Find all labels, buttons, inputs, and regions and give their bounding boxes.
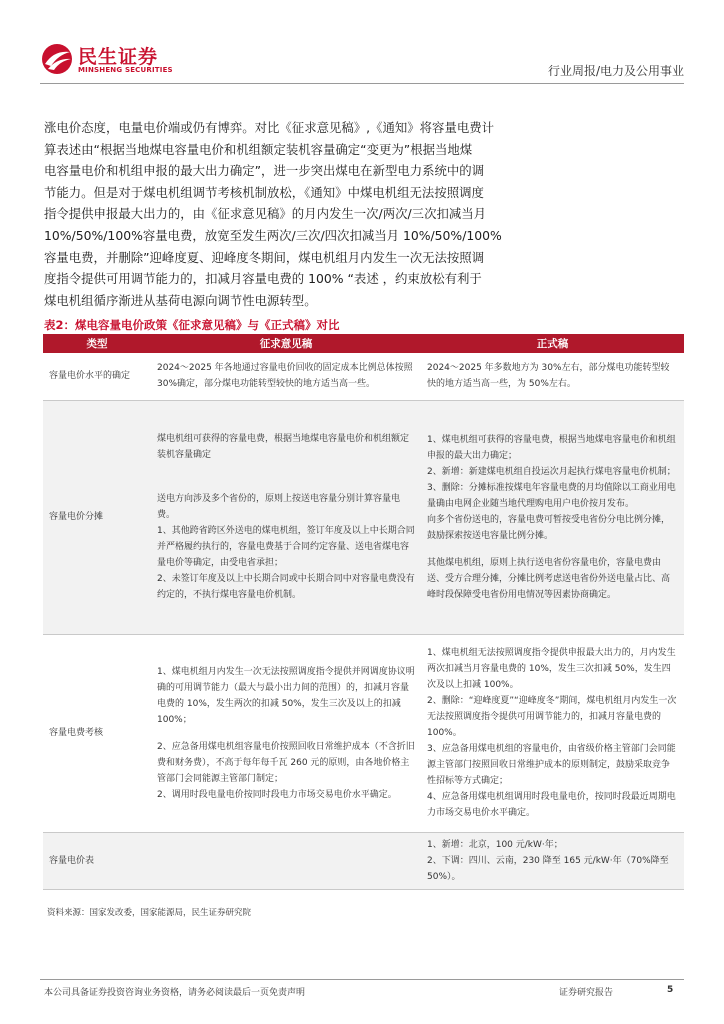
report-category: 行业周报/电力及公用事业 (547, 64, 684, 78)
row-type: 容量电价表 (43, 832, 151, 889)
final-cell (421, 634, 684, 832)
body-line: 指令提供申报最大出力的，由《征求意见稿》的月内发生一次/两次/三次扣减当月 (44, 206, 487, 222)
final-item: 4、应急备用煤电机组调用时段电量电价，按同时段最近周期电力市场交易电价水平确定。 (427, 792, 676, 818)
footer-divider (40, 979, 684, 980)
draft-item: 2、应急备用煤电机组容量电价按照回收日常维护成本（不含折旧费和财务费），不高于每年每千瓦 260 元的原则，由各地价格主管部门会同能源主管部门制定； (157, 741, 415, 784)
final-item: 3、删除：分摊标准按煤电年容量电费的月均值除以工商业用电量确由电网企业随当地代理购电用户电价按月发布。 (427, 482, 676, 509)
table-row (43, 634, 684, 832)
draft-cell (151, 634, 421, 832)
body-paragraph (44, 117, 502, 311)
header-divider (40, 83, 684, 84)
final-item: 2、新增：新建煤电机组自投运次月起执行煤电容量电价机制； (427, 466, 676, 477)
body-line: 煤电机组循序渐进从基荷电源向调节性电源转型。 (44, 292, 317, 308)
body-line: 算表述由“根据当地煤电容量电价和机组额定装机容量确定“变更为”根据当地煤 (44, 141, 473, 157)
logo-chinese-name: 民生证券 (78, 46, 159, 68)
draft-item: 2024～2025 年各地通过容量电价回收的固定成本比例总体按照 30%确定，部分煤电功能转型较快的地方适当高一些。 (157, 363, 413, 390)
draft-item: 1、其他跨省跨区外送电的煤电机组，签订年度及以上中长期合同并严格履约执行的，容量电费基于合同约定容量、送电省煤电容量电价等确定，由受电省承担； (157, 526, 415, 568)
logo-english-name: MINSHENG SECURITIES (78, 66, 173, 74)
table-row (43, 353, 684, 400)
final-item: 2、下调：四川、云南，230 降至 165 元/kW·年（70%降至 50%）。 (427, 855, 669, 882)
footer-disclaimer: 本公司具备证券投资咨询业务资格，请务必阅读最后一页免责声明 (44, 988, 306, 998)
column-header-final: 正式稿 (421, 334, 684, 353)
policy-comparison-table (43, 334, 684, 890)
table-title: 表2：煤电容量电价政策《征求意见稿》与《正式稿》对比 (44, 318, 340, 332)
final-cell (421, 400, 684, 634)
page-number: 5 (667, 985, 674, 995)
draft-item: 2、调用时段电量电价按同时段电力市场交易电价水平确定。 (157, 789, 397, 800)
page-header (40, 40, 684, 84)
final-item: 向多个省份送电的，容量电费可暂按受电省份分电比例分摊，鼓励探索按送电容量比例分摊。 (427, 514, 671, 541)
draft-cell (151, 400, 421, 634)
body-line: 节能力。但是对于煤电机组调节考核机制放松，《通知》中煤电机组无法按照调度 (44, 184, 484, 200)
row-type: 容量电价分摊 (43, 400, 151, 634)
body-line: 电容量电价和机组申报的最大出力确定”，进一步突出煤电在新型电力系统中的调 (44, 163, 485, 179)
final-item: 1、煤电机组可获得的容量电费，根据当地煤电容量电价和机组申报的最大出力确定； (427, 434, 676, 461)
table-header-row (43, 334, 684, 353)
draft-cell (151, 832, 421, 889)
body-line: 容量电费，并删除”迎峰度夏、迎峰度冬期间，煤电机组月内发生一次无法按照调 (44, 249, 485, 265)
final-item: 3、应急备用煤电机组的容量电价，由省级价格主管部门会同能源主管部门按照回收日常维护成本的原则制定，鼓励采取竞争性招标等方式确定； (427, 744, 676, 786)
final-cell (421, 353, 684, 400)
footer-report-type: 证券研究报告 (559, 988, 614, 998)
table-source: 资料来源：国家发改委，国家能源局，民生证券研究院 (47, 908, 252, 918)
table-row (43, 400, 684, 634)
column-header-type: 类型 (43, 334, 151, 353)
final-item: 1、新增：北京，100 元/kW·年； (427, 839, 563, 850)
table-row (43, 832, 684, 889)
final-cell (421, 832, 684, 889)
final-item: 2、删除：“迎峰度夏”“迎峰度冬”期间，煤电机组月内发生一次无法按照调度指令提供可用调节能力的，扣减月容量电费的 100%。 (427, 696, 677, 738)
company-logo (40, 40, 190, 80)
draft-item: 2、未签订年度及以上中长期合同或中长期合同中对容量电费没有约定的，不执行煤电容量电价机制。 (157, 574, 415, 600)
draft-item: 煤电机组可获得的容量电费，根据当地煤电容量电价和机组额定装机容量确定 (157, 434, 410, 460)
minsheng-logo-icon (40, 42, 74, 76)
draft-cell (151, 353, 421, 400)
column-header-draft: 征求意见稿 (151, 334, 421, 353)
row-type: 容量电费考核 (43, 634, 151, 832)
draft-item: 送电方向涉及多个省份的，原则上按送电容量分别计算容量电费。 (157, 494, 401, 520)
draft-item: 1、煤电机组月内发生一次无法按照调度指令提供并网调度协议明确的可用调节能力（最大与最小出力间的范围）的，扣减月容量电费的 10%，发生两次的扣减 50%，发生三次及以上的扣减 100%； (157, 666, 415, 725)
row-type: 容量电价水平的确定 (43, 353, 151, 400)
final-item: 1、煤电机组无法按照调度指令提供申报最大出力的，月内发生两次扣减当月容量电费的 10%，发生三次扣减 50%，发生四次及以上扣减 100%。 (427, 648, 676, 690)
body-line: 度指令提供可用调节能力的，扣减月容量电费的 100% “表述 ，约束放松有利于 (44, 271, 482, 287)
body-line: 涨电价态度，电量电价端或仍有博弈。对比《征求意见稿》,《通知》将容量电费计 (44, 120, 495, 135)
body-line: 10%/50%/100%容量电费，放宽至发生两次/三次/四次扣减当月 10%/50%/100% (44, 227, 502, 243)
final-item: 其他煤电机组，原则上执行送电省份容量电价，容量电费由送、受方合理分摊，分摊比例考虑送电省份外送电量占比、高峰时段保障受电省份用电情况等因素协商确定。 (427, 557, 671, 600)
final-item: 2024～2025 年多数地方为 30%左右，部分煤电功能转型较快的地方适当高一些，为 50%左右。 (427, 363, 670, 390)
